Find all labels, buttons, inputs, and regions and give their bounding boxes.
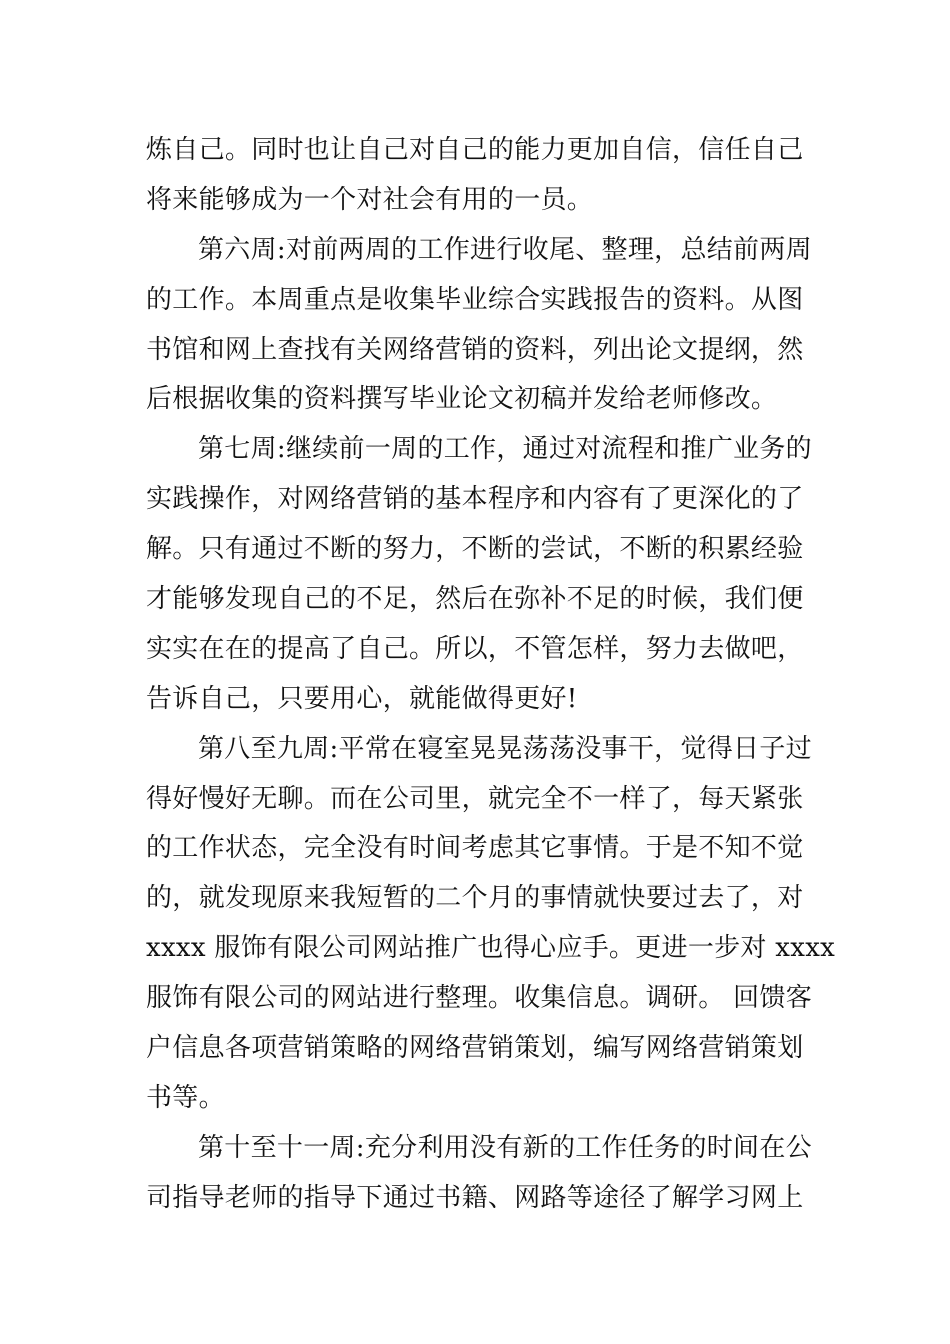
text-line: 书馆和网上查找有关网络营销的资料，列出论文提纲，然: [146, 334, 804, 365]
text-line: 才能够发现自己的不足，然后在弥补不足的时候，我们便: [146, 584, 804, 615]
paragraph: [146, 725, 836, 1124]
paragraph: [146, 226, 812, 426]
text-line: 的工作。本周重点是收集毕业综合实践报告的资料。从图: [146, 284, 804, 315]
text-line: 书等。: [146, 1082, 225, 1113]
text-line: 炼自己。同时也让自己对自己的能力更加自信，信任自己: [146, 135, 804, 165]
text-line: 第六周:对前两周的工作进行收尾、整理，总结前两周: [198, 234, 812, 265]
text-line: 服饰有限公司的网站进行整理。收集信息。调研。 回馈客: [146, 983, 813, 1014]
text-line: 户信息各项营销策略的网络营销策划，编写网络营销策划: [146, 1033, 804, 1064]
text-line: 实实在在的提高了自己。所以，不管怎样，努力去做吧，: [146, 633, 804, 664]
text-line: xxxx 服饰有限公司网站推广也得心应手。更进一步对 xxxx: [146, 933, 836, 964]
text-line: 得好慢好无聊。而在公司里，就完全不一样了，每天紧张: [146, 783, 804, 814]
paragraph: [146, 1124, 812, 1224]
document-body: [146, 126, 836, 1224]
text-line: 实践操作，对网络营销的基本程序和内容有了更深化的了: [146, 484, 804, 515]
text-line: 将来能够成为一个对社会有用的一员。: [146, 184, 594, 215]
text-line: 的工作状态，完全没有时间考虑其它事情。于是不知不觉: [146, 833, 804, 864]
text-line: 司指导老师的指导下通过书籍、网路等途径了解学习网上: [146, 1182, 804, 1213]
text-line: 第八至九周:平常在寝室晃晃荡荡没事干，觉得日子过: [198, 733, 812, 764]
text-line: 第十至十一周:充分利用没有新的工作任务的时间在公: [198, 1132, 812, 1163]
text-line: 后根据收集的资料撰写毕业论文初稿并发给老师修改。: [146, 384, 778, 415]
paragraph: [146, 425, 812, 724]
text-line: 解。只有通过不断的努力，不断的尝试，不断的积累经验: [146, 534, 804, 565]
text-line: 第七周:继续前一周的工作，通过对流程和推广业务的: [198, 434, 812, 465]
text-line: 告诉自己，只要用心，就能做得更好!: [146, 683, 578, 714]
paragraph: [146, 126, 808, 226]
text-line: 的，就发现原来我短暂的二个月的事情就快要过去了，对: [146, 883, 804, 914]
